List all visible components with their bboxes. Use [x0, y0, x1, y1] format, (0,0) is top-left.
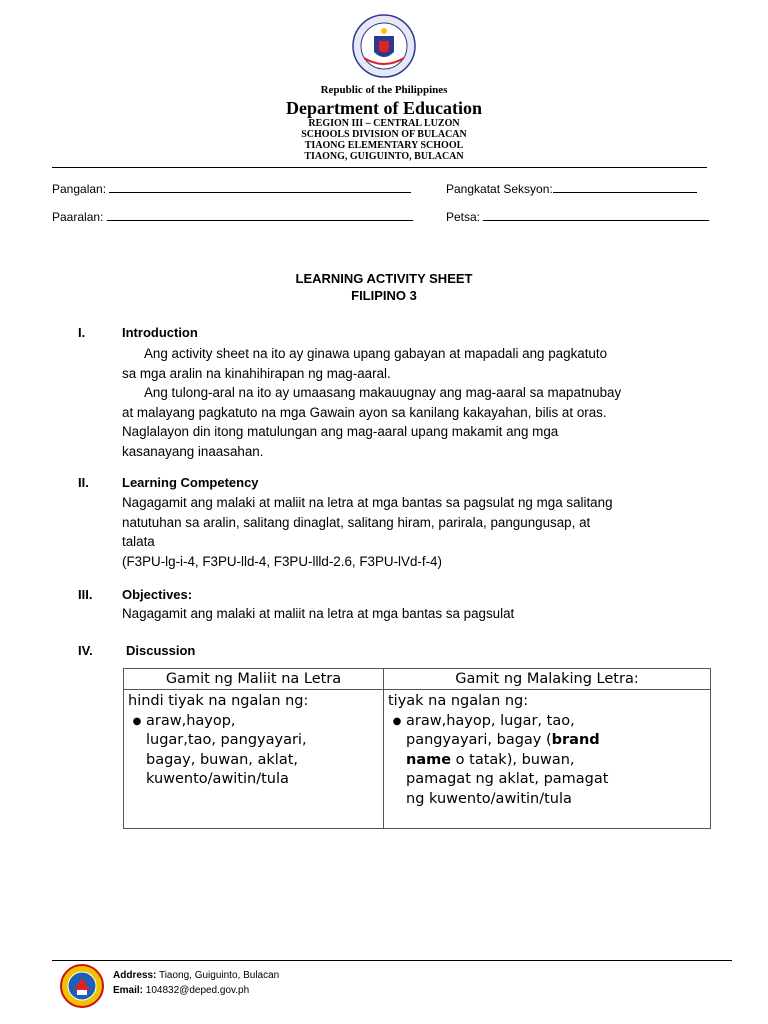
objectives-heading: Objectives:: [122, 587, 193, 602]
competency-heading: Learning Competency: [122, 475, 259, 490]
intro-heading: Introduction: [122, 325, 198, 340]
intro-text: Naglalayon din itong matulungan ang mag-aaral upang makamit ang mga: [122, 424, 559, 439]
paaralan-blank[interactable]: [107, 209, 413, 221]
cell-text: [406, 751, 608, 771]
cell-text: kuwento/awitin/tula: [146, 771, 289, 787]
cell-text-bold: brand: [551, 732, 600, 748]
competency-codes: (F3PU-lg-i-4, F3PU-lld-4, F3PU-llld-2.6, F3PU-lVd-f-4): [122, 553, 442, 569]
section-number-4: IV.: [78, 643, 93, 658]
department-title: Department of Education: [286, 98, 482, 118]
intro-text: Ang tulong-aral na ito ay umaasang makauugnay ang mag-aaral sa mapatnubay: [144, 385, 622, 400]
cell-text: [406, 731, 608, 751]
cell-text: lugar,tao, pangyayari,: [146, 732, 307, 748]
footer-divider: [52, 960, 732, 961]
table-header-malaki: Gamit ng Malaking Letra:: [384, 669, 711, 690]
region-line: REGION III – CENTRAL LUZON: [308, 118, 460, 129]
cell-intro: hindi tiyak na ngalan ng:: [128, 693, 309, 709]
discussion-heading: Discussion: [126, 643, 196, 658]
division-line: SCHOOLS DIVISION OF BULACAN: [301, 129, 467, 140]
list-item: [128, 712, 379, 790]
pangalan-label: Pangalan:: [52, 182, 107, 196]
section-number-1: I.: [78, 325, 86, 340]
school-logo: [60, 964, 104, 1008]
address-value: Tiaong, Guiguinto, Bulacan: [156, 970, 280, 981]
title-line-1: LEARNING ACTIVITY SHEET: [295, 271, 473, 286]
republic-line: Republic of the Philippines: [320, 84, 448, 96]
email-value[interactable]: 104832@deped.gov.ph: [143, 985, 250, 996]
location-line: TIAONG, GUIGUINTO, BULACAN: [304, 151, 464, 162]
school-info: [0, 118, 768, 162]
title-line-2: FILIPINO 3: [351, 288, 417, 303]
paaralan-label: Paaralan:: [52, 210, 104, 224]
table-header-maliit: Gamit ng Maliit na Letra: [124, 669, 384, 690]
footer-address: [113, 970, 279, 981]
pangalan-blank[interactable]: [109, 181, 411, 193]
petsa-label: Petsa:: [446, 210, 481, 224]
cell-text: pamagat ng aklat, pamagat: [406, 771, 609, 787]
cell-text-part: o tatak), buwan,: [451, 751, 575, 768]
competency-body: [122, 493, 722, 571]
petsa-field: [446, 209, 709, 224]
intro-text: at malayang pagkatuto na mga Gawain ayon sa kanilang kakayahan, bilis at oras.: [122, 404, 607, 420]
sheet-title: [0, 270, 768, 304]
cell-text-part: pangyayari, bagay (: [406, 732, 552, 748]
footer-email: [113, 985, 249, 996]
intro-body: [122, 344, 722, 461]
cell-intro: tiyak na ngalan ng:: [388, 693, 529, 709]
header-divider: [52, 167, 707, 168]
table-cell-malaki: [384, 690, 711, 829]
intro-text: kasanayang inaasahan.: [122, 443, 264, 459]
competency-text: talata: [122, 534, 155, 549]
cell-text: ng kuwento/awitin/tula: [406, 790, 572, 807]
school-line: TIAONG ELEMENTARY SCHOOL: [304, 140, 464, 151]
cell-text-bold: name: [406, 751, 452, 768]
table-cell-maliit: [124, 690, 384, 829]
intro-text: Ang activity sheet na ito ay ginawa upang gabayan at mapadali ang pagkatuto: [144, 346, 608, 361]
objectives-text: Nagagamit ang malaki at maliit na letra at mga bantas sa pagsulat: [122, 606, 515, 621]
cell-text: bagay, buwan, aklat,: [146, 751, 299, 768]
address-label: Address:: [113, 970, 157, 981]
petsa-blank[interactable]: [483, 209, 709, 221]
discussion-table: [123, 668, 711, 829]
pangkatat-blank[interactable]: [553, 181, 697, 193]
section-number-3: III.: [78, 587, 93, 602]
pangalan-field: [52, 181, 411, 196]
deped-seal-logo: [352, 14, 416, 78]
competency-text: natutuhan sa aralin, salitang dinaglat, salitang hiram, parirala, pangungusap, at: [122, 514, 591, 530]
bullet-icon: ●: [132, 715, 142, 727]
pangkatat-field: [446, 181, 697, 196]
bullet-icon: ●: [392, 715, 402, 727]
section-number-2: II.: [78, 475, 89, 490]
pangkatat-label: Pangkatat Seksyon:: [446, 182, 553, 196]
cell-text: araw,hayop,: [146, 712, 236, 729]
email-label: Email:: [113, 985, 144, 996]
paaralan-field: [52, 209, 413, 224]
competency-text: Nagagamit ang malaki at maliit na letra at mga bantas sa pagsulat ng mga salitang: [122, 495, 613, 510]
intro-text: sa mga aralin na kinahihirapan ng mag-aaral.: [122, 365, 391, 381]
list-item: [388, 712, 706, 810]
cell-text: araw,hayop, lugar, tao,: [406, 712, 575, 729]
